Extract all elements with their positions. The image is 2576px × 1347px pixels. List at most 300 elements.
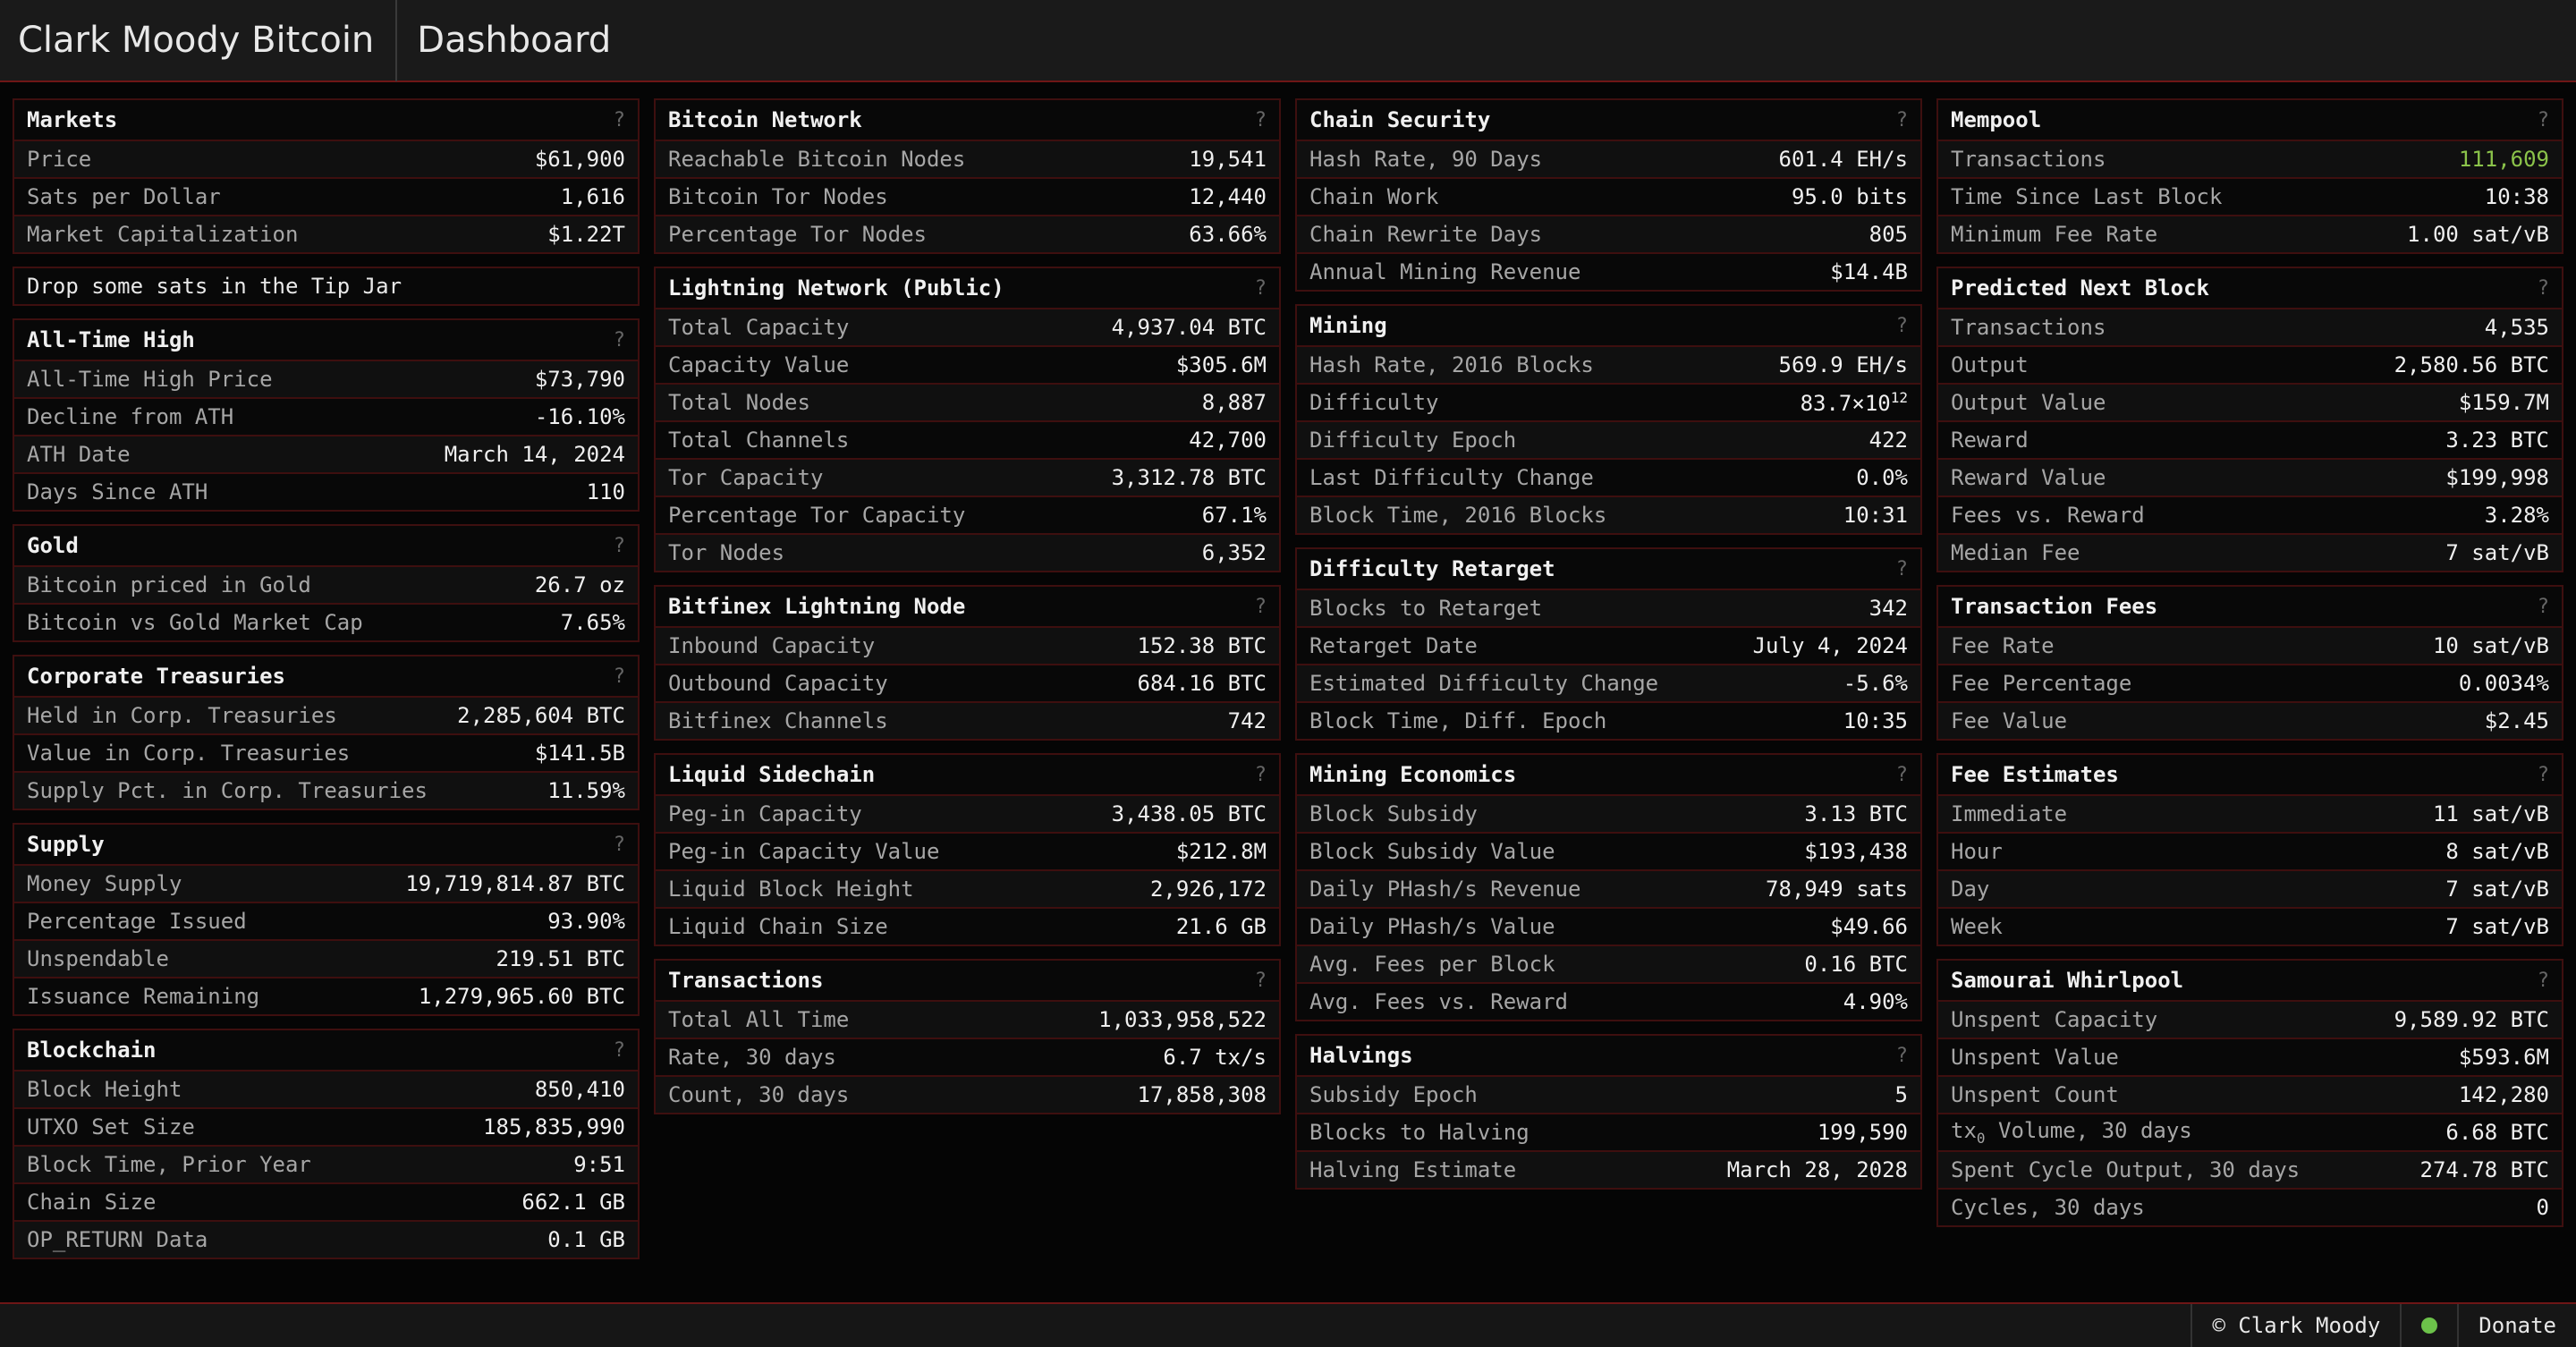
stat-value: $61,900: [534, 147, 625, 172]
stat-row: [14, 215, 638, 252]
copyright-link[interactable]: © Clark Moody: [2190, 1304, 2400, 1347]
stat-value: 6.68 BTC: [2445, 1120, 2549, 1145]
panel-header: [656, 587, 1279, 626]
stat-row: [14, 1220, 638, 1258]
stat-row: [656, 177, 1279, 215]
stat-row: [14, 864, 638, 902]
stat-label: Fee Percentage: [1951, 671, 2132, 696]
stat-value: $73,790: [534, 367, 625, 392]
stat-label: Output: [1951, 352, 2029, 377]
stat-row: [656, 701, 1279, 739]
stat-label: Reward: [1951, 428, 2029, 453]
stat-row: [1938, 701, 2562, 739]
panel-title: Bitcoin Network: [668, 107, 862, 132]
stat-row: [14, 733, 638, 771]
stat-row: [656, 832, 1279, 869]
stat-label: Chain Work: [1309, 184, 1439, 209]
help-icon[interactable]: ?: [613, 665, 625, 688]
panel-header: [14, 100, 638, 140]
help-icon[interactable]: ?: [1895, 557, 1908, 580]
stat-label: Liquid Block Height: [668, 877, 914, 902]
stat-value: 11 sat/vB: [2432, 801, 2549, 826]
stat-label: Blocks to Retarget: [1309, 596, 1543, 621]
stat-label: Capacity Value: [668, 352, 850, 377]
stat-value: March 14, 2024: [444, 442, 625, 467]
help-icon[interactable]: ?: [1254, 763, 1267, 786]
stat-value: $1.22T: [547, 222, 625, 247]
stat-row: [1297, 1113, 1920, 1150]
panel-header: [1938, 587, 2562, 626]
stat-value: 3.13 BTC: [1804, 801, 1908, 826]
stat-label: Peg-in Capacity Value: [668, 839, 940, 864]
stat-value: 1.00 sat/vB: [2407, 222, 2549, 247]
stat-label: Percentage Issued: [27, 909, 247, 934]
stat-value: $49.66: [1830, 914, 1908, 939]
stat-value: 10:35: [1843, 708, 1908, 733]
stat-row: [656, 869, 1279, 907]
stat-row: [1938, 308, 2562, 345]
panel-title: Corporate Treasuries: [27, 664, 285, 689]
stat-value: $212.8M: [1175, 839, 1267, 864]
stat-row: [656, 420, 1279, 458]
stat-label: Block Time, Prior Year: [27, 1152, 311, 1177]
stat-label: Outbound Capacity: [668, 671, 888, 696]
stat-row: [1938, 664, 2562, 701]
column-1: [13, 98, 640, 1259]
stat-label: Fees vs. Reward: [1951, 503, 2145, 528]
brand-title[interactable]: Clark Moody Bitcoin: [0, 0, 397, 81]
stat-row: [1297, 589, 1920, 626]
help-icon[interactable]: ?: [613, 328, 625, 352]
panel-title: Gold: [27, 533, 79, 558]
stat-row: [656, 907, 1279, 945]
stat-row: [14, 140, 638, 177]
stat-value: -16.10%: [534, 404, 625, 429]
help-icon[interactable]: ?: [613, 833, 625, 856]
stat-value: 21.6 GB: [1175, 914, 1267, 939]
stat-value: 19,541: [1189, 147, 1267, 172]
panel-header: [1938, 100, 2562, 140]
stat-value: 662.1 GB: [521, 1190, 625, 1215]
stat-label: Unspent Count: [1951, 1082, 2119, 1107]
stat-value: 3,312.78 BTC: [1111, 465, 1267, 490]
stat-value: 1,616: [560, 184, 625, 209]
help-icon[interactable]: ?: [1895, 108, 1908, 131]
stat-row: [14, 696, 638, 733]
stat-value: 5: [1894, 1082, 1908, 1107]
stat-row: [14, 939, 638, 977]
stat-value: 684.16 BTC: [1137, 671, 1267, 696]
stat-value: 111,609: [2458, 147, 2549, 172]
stat-value: 9,589.92 BTC: [2394, 1007, 2549, 1032]
panel-all-time-high: [13, 318, 640, 512]
stat-value: 1,279,965.60 BTC: [418, 984, 625, 1009]
stat-value: 2,926,172: [1149, 877, 1267, 902]
stat-label: Value in Corp. Treasuries: [27, 741, 351, 766]
stat-row: [1297, 794, 1920, 832]
stat-row: [656, 458, 1279, 496]
stat-label: Inbound Capacity: [668, 633, 876, 658]
stat-value: 19,719,814.87 BTC: [405, 871, 625, 896]
stat-label: Hash Rate, 90 Days: [1309, 147, 1543, 172]
stat-row: [1938, 383, 2562, 420]
stat-label: Block Time, Diff. Epoch: [1309, 708, 1607, 733]
panel-title: Markets: [27, 107, 118, 132]
stat-label: Percentage Tor Capacity: [668, 503, 966, 528]
stat-label: Fee Value: [1951, 708, 2068, 733]
stat-row: [1938, 420, 2562, 458]
stat-label: Tor Capacity: [668, 465, 824, 490]
stat-value: $199,998: [2445, 465, 2549, 490]
panel-title: Mining Economics: [1309, 762, 1517, 787]
stat-label: Bitcoin Tor Nodes: [668, 184, 888, 209]
stat-row: [14, 603, 638, 640]
stat-value: 3.23 BTC: [2445, 428, 2549, 453]
panel-chain-security: [1295, 98, 1922, 292]
stat-row: [1297, 215, 1920, 252]
panel-mining-economics: [1295, 753, 1922, 1021]
stat-row: [1297, 1075, 1920, 1113]
help-icon[interactable]: ?: [2537, 969, 2549, 992]
footer: [0, 1302, 2576, 1347]
panel-header: [1297, 306, 1920, 345]
stat-row: [14, 1107, 638, 1145]
stat-row: [1938, 140, 2562, 177]
stat-label: Daily PHash/s Revenue: [1309, 877, 1581, 902]
stat-value: 1,033,958,522: [1098, 1007, 1267, 1032]
stat-value: [1801, 389, 1908, 416]
stat-label: Sats per Dollar: [27, 184, 221, 209]
panel-header: [14, 320, 638, 360]
stat-label: Annual Mining Revenue: [1309, 259, 1581, 284]
stat-row: [656, 496, 1279, 533]
stat-row: [1297, 140, 1920, 177]
stat-label: Hash Rate, 2016 Blocks: [1309, 352, 1594, 377]
stat-label: Last Difficulty Change: [1309, 465, 1594, 490]
help-icon[interactable]: ?: [613, 534, 625, 557]
panel-fee-estimates: [1936, 753, 2563, 946]
stat-row: [1297, 664, 1920, 701]
stat-value-exponent: 12: [1890, 389, 1908, 406]
help-icon[interactable]: ?: [1895, 314, 1908, 337]
stat-label: ATH Date: [27, 442, 131, 467]
stat-label: Tor Nodes: [668, 540, 785, 565]
stat-label: Transactions: [1951, 315, 2106, 340]
stat-value: 110: [586, 479, 625, 504]
stat-value: 422: [1868, 428, 1908, 453]
stat-row: [1938, 345, 2562, 383]
panel-lightning-network: [654, 267, 1281, 572]
stat-value: 93.90%: [547, 909, 625, 934]
stat-row: [656, 1075, 1279, 1113]
stat-label: Liquid Chain Size: [668, 914, 888, 939]
help-icon[interactable]: ?: [1254, 595, 1267, 618]
stat-row: [1297, 177, 1920, 215]
help-icon[interactable]: ?: [1254, 108, 1267, 131]
stat-row: [14, 177, 638, 215]
stat-value: 4.90%: [1843, 989, 1908, 1014]
stat-row: [1297, 982, 1920, 1020]
stat-label: Count, 30 days: [668, 1082, 850, 1107]
stat-value-text: 83.7×10: [1800, 391, 1891, 416]
tip-jar-link[interactable]: Drop some sats in the Tip Jar: [27, 274, 402, 299]
stat-value: 10:31: [1843, 503, 1908, 528]
stat-value: 152.38 BTC: [1137, 633, 1267, 658]
stat-label: Block Height: [27, 1077, 182, 1102]
stat-label: Decline from ATH: [27, 404, 234, 429]
help-icon[interactable]: ?: [1895, 763, 1908, 786]
panel-header: [656, 961, 1279, 1000]
panel-bitfinex-lightning-node: [654, 585, 1281, 741]
stat-row: [14, 1145, 638, 1182]
stat-label: Chain Rewrite Days: [1309, 222, 1543, 247]
panel-title: Fee Estimates: [1951, 762, 2119, 787]
stat-label: Days Since ATH: [27, 479, 208, 504]
stat-row: [14, 1070, 638, 1107]
help-icon[interactable]: ?: [2537, 595, 2549, 618]
stat-row: [656, 308, 1279, 345]
panel-transaction-fees: [1936, 585, 2563, 741]
stat-value: 95.0 bits: [1791, 184, 1908, 209]
stat-label: Week: [1951, 914, 2003, 939]
stat-row: [14, 565, 638, 603]
column-4: [1936, 98, 2563, 1227]
stat-value: 4,535: [2484, 315, 2549, 340]
panel-header: [1297, 1036, 1920, 1075]
stat-label: Transactions: [1951, 147, 2106, 172]
stat-label: Peg-in Capacity: [668, 801, 862, 826]
donate-button[interactable]: Donate: [2457, 1304, 2576, 1347]
dashboard-grid: [13, 98, 2563, 1259]
stat-row: [656, 383, 1279, 420]
help-icon[interactable]: ?: [2537, 763, 2549, 786]
panel-header: [14, 526, 638, 565]
stat-row: [14, 977, 638, 1014]
help-icon[interactable]: ?: [1254, 276, 1267, 300]
stat-value: 850,410: [534, 1077, 625, 1102]
stat-value: 9:51: [573, 1152, 625, 1177]
panel-title: Samourai Whirlpool: [1951, 968, 2184, 993]
stat-value: 601.4 EH/s: [1778, 147, 1908, 172]
panel-markets: [13, 98, 640, 254]
stat-label-rest: Volume, 30 days: [1985, 1118, 2192, 1144]
stat-label: Output Value: [1951, 390, 2106, 415]
stat-value: 3.28%: [2484, 503, 2549, 528]
stat-label: Percentage Tor Nodes: [668, 222, 927, 247]
stat-value: 10:38: [2484, 184, 2549, 209]
stat-value: July 4, 2024: [1752, 633, 1908, 658]
stat-label: Difficulty: [1309, 390, 1439, 415]
panel-header: [656, 755, 1279, 794]
stat-row: [1938, 1000, 2562, 1038]
stat-label: Money Supply: [27, 871, 182, 896]
stat-row: [14, 1182, 638, 1220]
panel-halvings: [1295, 1034, 1922, 1190]
column-3: [1295, 98, 1922, 1190]
stat-row: [1297, 626, 1920, 664]
panel-liquid-sidechain: [654, 753, 1281, 946]
stat-label: Minimum Fee Rate: [1951, 222, 2158, 247]
panel-header: [14, 657, 638, 696]
stat-label: Halving Estimate: [1309, 1157, 1517, 1182]
stat-row: [1297, 345, 1920, 383]
status-dot-icon: [2421, 1317, 2437, 1334]
stat-row: [656, 140, 1279, 177]
help-icon[interactable]: ?: [1254, 969, 1267, 992]
stat-row: [14, 435, 638, 472]
stat-label: Hour: [1951, 839, 2003, 864]
panel-predicted-next-block: [1936, 267, 2563, 572]
stat-row: [1297, 945, 1920, 982]
panel-samourai-whirlpool: [1936, 959, 2563, 1227]
stat-value: 10 sat/vB: [2432, 633, 2549, 658]
stat-label: Chain Size: [27, 1190, 157, 1215]
stat-row: [1297, 832, 1920, 869]
stat-value: $14.4B: [1830, 259, 1908, 284]
panel-corporate-treasuries: [13, 655, 640, 810]
stat-value: $141.5B: [534, 741, 625, 766]
panel-title: Mempool: [1951, 107, 2042, 132]
stat-value: 0.0%: [1856, 465, 1908, 490]
stat-label: Bitcoin priced in Gold: [27, 572, 311, 597]
stat-value: 17,858,308: [1137, 1082, 1267, 1107]
stat-row: [656, 215, 1279, 252]
panel-title: Halvings: [1309, 1043, 1413, 1068]
stat-label: UTXO Set Size: [27, 1114, 195, 1139]
stat-label: Time Since Last Block: [1951, 184, 2223, 209]
stat-label: Held in Corp. Treasuries: [27, 703, 337, 728]
stat-value: 78,949 sats: [1766, 877, 1908, 902]
stat-value: 4,937.04 BTC: [1111, 315, 1267, 340]
stat-value: 805: [1868, 222, 1908, 247]
panel-supply: [13, 823, 640, 1016]
stat-label: Total Channels: [668, 428, 850, 453]
stat-label: Issuance Remaining: [27, 984, 260, 1009]
stat-row: [656, 1038, 1279, 1075]
panel-header: [14, 1030, 638, 1070]
stat-value: $593.6M: [2458, 1045, 2549, 1070]
connection-status: [2400, 1304, 2457, 1347]
stat-row: [1938, 794, 2562, 832]
stat-row: [1938, 907, 2562, 945]
panel-title: Transaction Fees: [1951, 594, 2158, 619]
stat-value: 63.66%: [1189, 222, 1267, 247]
stat-row: [656, 664, 1279, 701]
stat-row: [1297, 420, 1920, 458]
help-icon[interactable]: ?: [1895, 1044, 1908, 1067]
stat-label: Fee Rate: [1951, 633, 2055, 658]
panel-header: [1938, 755, 2562, 794]
tip-jar-panel: [13, 267, 640, 306]
stat-row: [1297, 701, 1920, 739]
stat-value: 219.51 BTC: [496, 946, 625, 971]
stat-label: Supply Pct. in Corp. Treasuries: [27, 778, 428, 803]
stat-label: Subsidy Epoch: [1309, 1082, 1478, 1107]
panel-header: [1297, 755, 1920, 794]
stat-label: Reward Value: [1951, 465, 2106, 490]
stat-label: Block Subsidy Value: [1309, 839, 1555, 864]
stat-row: [1297, 1150, 1920, 1188]
panel-mempool: [1936, 98, 2563, 254]
panel-title: Difficulty Retarget: [1309, 556, 1555, 581]
panel-title: Blockchain: [27, 1038, 157, 1063]
panel-transactions: [654, 959, 1281, 1114]
stat-label: Median Fee: [1951, 540, 2080, 565]
stat-row: [1297, 252, 1920, 290]
panel-title: All-Time High: [27, 327, 195, 352]
stat-row: [656, 626, 1279, 664]
stat-label: Daily PHash/s Value: [1309, 914, 1555, 939]
stat-row: [14, 771, 638, 809]
stat-value: 2,285,604 BTC: [457, 703, 625, 728]
stat-value: 0.0034%: [2458, 671, 2549, 696]
stat-value: 274.78 BTC: [2419, 1157, 2549, 1182]
stat-row: [1938, 1150, 2562, 1188]
stat-row: [656, 345, 1279, 383]
stat-value: 8 sat/vB: [2445, 839, 2549, 864]
stat-label: Total All Time: [668, 1007, 850, 1032]
help-icon[interactable]: ?: [613, 108, 625, 131]
stat-label: Total Nodes: [668, 390, 810, 415]
stat-row: [1297, 907, 1920, 945]
stat-label: Bitcoin vs Gold Market Cap: [27, 610, 363, 635]
panel-header: [1938, 268, 2562, 308]
stat-row: [1938, 626, 2562, 664]
stat-value: $305.6M: [1175, 352, 1267, 377]
stat-label: [1951, 1118, 2192, 1147]
stat-row: [14, 902, 638, 939]
stat-value: 42,700: [1189, 428, 1267, 453]
help-icon[interactable]: ?: [2537, 108, 2549, 131]
stat-row: [1938, 496, 2562, 533]
stat-value: 12,440: [1189, 184, 1267, 209]
panel-header: [1938, 961, 2562, 1000]
stat-value: -5.6%: [1843, 671, 1908, 696]
stat-label: Unspent Capacity: [1951, 1007, 2158, 1032]
stat-row: [656, 794, 1279, 832]
stat-value: 7 sat/vB: [2445, 877, 2549, 902]
stat-label: Block Time, 2016 Blocks: [1309, 503, 1607, 528]
panel-blockchain: [13, 1029, 640, 1259]
panel-title: Liquid Sidechain: [668, 762, 876, 787]
help-icon[interactable]: ?: [613, 1038, 625, 1062]
stat-value: 0.16 BTC: [1804, 952, 1908, 977]
stat-row: [1938, 1038, 2562, 1075]
stat-label: Spent Cycle Output, 30 days: [1951, 1157, 2301, 1182]
panel-difficulty-retarget: [1295, 547, 1922, 741]
stat-value: 199,590: [1817, 1120, 1908, 1145]
stat-value: 185,835,990: [483, 1114, 625, 1139]
stat-row: [1938, 215, 2562, 252]
stat-value: 6,352: [1201, 540, 1267, 565]
stat-row: [656, 1000, 1279, 1038]
stat-row: [1938, 1113, 2562, 1150]
stat-row: [1297, 869, 1920, 907]
stat-label: Unspent Value: [1951, 1045, 2119, 1070]
stat-label: Difficulty Epoch: [1309, 428, 1517, 453]
stat-row: [1938, 1188, 2562, 1225]
stat-value: 3,438.05 BTC: [1111, 801, 1267, 826]
panel-header: [1297, 549, 1920, 589]
help-icon[interactable]: ?: [2537, 276, 2549, 300]
stat-label: Retarget Date: [1309, 633, 1478, 658]
top-bar: [0, 0, 2576, 82]
panel-title: Mining: [1309, 313, 1387, 338]
panel-title: Bitfinex Lightning Node: [668, 594, 966, 619]
stat-row: [14, 360, 638, 397]
stat-value: 26.7 oz: [534, 572, 625, 597]
stat-value: $159.7M: [2458, 390, 2549, 415]
